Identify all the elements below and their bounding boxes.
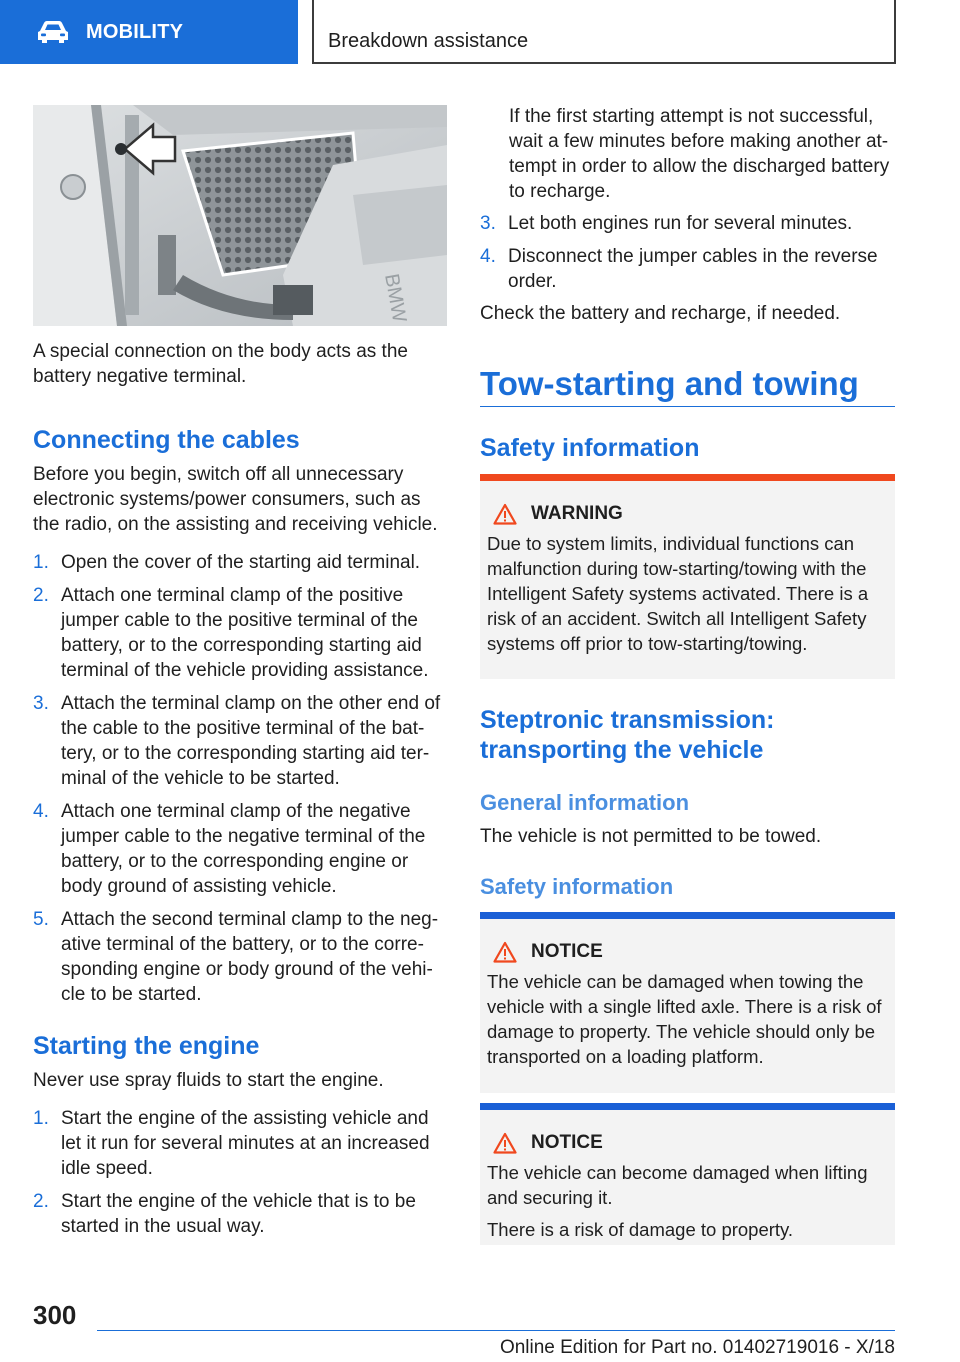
continued-steps xyxy=(480,211,895,302)
step-number: 4. xyxy=(33,801,49,822)
heading-connecting-cables: Connecting the cables xyxy=(33,426,300,454)
page-number: 300 xyxy=(33,1300,77,1330)
step-number: 3. xyxy=(480,213,496,234)
step-number: 1. xyxy=(33,552,49,573)
step-number: 2. xyxy=(33,585,49,606)
list-item xyxy=(480,244,895,294)
check-battery-text: Check the battery and recharge, if needed. xyxy=(480,303,841,324)
step-text: Attach one terminal clamp of the negative jumper cable to the negative terminal of the battery, or to the corresponding engine or body ground of assisting vehicle. xyxy=(61,801,426,897)
engine-bay-illustration xyxy=(33,105,447,326)
notice-text: There is a risk of damage to property. xyxy=(487,1219,794,1240)
continuation-text: If the first starting attempt is not successful, wait a few minutes before making another at‐tempt in order to allow the discharged battery to recharge. xyxy=(509,106,890,202)
general-text: The vehicle is not permitted to be towed. xyxy=(480,826,822,847)
engine-bay-photo xyxy=(33,105,447,326)
notice-label: NOTICE xyxy=(531,941,603,962)
connecting-steps xyxy=(33,550,447,1015)
starting-intro: Never use spray fluids to start the engine. xyxy=(33,1070,384,1091)
notice-triangle-icon xyxy=(493,941,517,963)
warning-title xyxy=(487,503,888,525)
heading-starting-engine: Starting the engine xyxy=(33,1032,260,1060)
warning-label: WARNING xyxy=(531,503,623,524)
heading-steptronic: Steptronic transmission: transporting the vehicle xyxy=(480,706,775,764)
chapter-label: Breakdown assistance xyxy=(328,30,529,52)
step-number: 3. xyxy=(33,693,49,714)
section-tab[interactable] xyxy=(0,0,298,64)
list-item xyxy=(33,1106,447,1181)
notice-triangle-icon xyxy=(493,1132,517,1154)
step-text: Attach one terminal clamp of the positive jumper cable to the positive terminal of the battery, or to the corresponding starting aid terminal of the vehicle providing assistance. xyxy=(61,585,429,681)
warning-triangle-icon xyxy=(493,503,517,525)
notice-text: The vehicle can be damaged when towing the vehicle with a single lifted axle. There is a risk of damage to property. The vehicle should only be transported on a loading platform. xyxy=(487,971,882,1067)
warning-text: Due to system limits, individual functions can malfunction during tow-starting/towing with the Intelligent Safety systems activated. There is a risk of an accident. Switch all Intelligent Safety systems off prior to tow-starting/towing. xyxy=(487,533,869,654)
step-text: Let both engines run for several minutes. xyxy=(508,213,853,234)
heading-general-information: General information xyxy=(480,790,690,815)
edition-info: Online Edition for Part no. 01402719016 - X/18 xyxy=(499,1337,895,1358)
notice-text: The vehicle can become damaged when lifting and securing it. xyxy=(487,1162,868,1208)
car-icon xyxy=(36,19,70,45)
step-text: Open the cover of the starting aid terminal. xyxy=(61,552,421,573)
starting-steps xyxy=(33,1106,447,1247)
warning-box xyxy=(480,474,895,679)
heading-safety-information-sub: Safety information xyxy=(480,874,674,899)
section-label: MOBILITY xyxy=(86,20,184,43)
footer-divider xyxy=(97,1330,895,1331)
step-text: Start the engine of the assisting vehicle and let it run for several minutes at an increased idle speed. xyxy=(61,1108,430,1179)
step-number: 1. xyxy=(33,1108,49,1129)
list-item xyxy=(33,1189,447,1239)
connecting-intro: Before you begin, switch off all unnecessary electronic systems/power consumers, such as the radio, on the assisting and receiving vehicle. xyxy=(33,464,438,535)
notice-box xyxy=(480,912,895,1093)
step-text: Attach the second terminal clamp to the neg‐ative terminal of the battery, or to the corre‐sponding engine or body ground of the vehi‐cle to be started. xyxy=(61,909,439,1005)
step-text: Attach the terminal clamp on the other end of the cable to the positive terminal of the bat‐tery, or to the corresponding starting aid ter‐minal of the vehicle to be started. xyxy=(61,693,441,789)
step-text: Disconnect the jumper cables in the reverse order. xyxy=(508,246,878,292)
notice-title xyxy=(487,941,888,963)
chapter-title xyxy=(312,0,896,64)
photo-caption: A special connection on the body acts as the battery negative terminal. xyxy=(33,341,408,387)
notice-title xyxy=(487,1132,888,1154)
notice-label: NOTICE xyxy=(531,1132,603,1153)
heading-tow-starting: Tow-starting and towing xyxy=(480,364,895,407)
svg-text:BMW: BMW xyxy=(380,272,411,325)
notice-box xyxy=(480,1103,895,1245)
list-item xyxy=(33,550,447,575)
step-number: 4. xyxy=(480,246,496,267)
step-number: 2. xyxy=(33,1191,49,1212)
step-text: Start the engine of the vehicle that is to be started in the usual way. xyxy=(61,1191,416,1237)
list-item xyxy=(33,907,447,1007)
step-number: 5. xyxy=(33,909,49,930)
heading-safety-information: Safety information xyxy=(480,434,700,462)
list-item xyxy=(33,691,447,791)
list-item xyxy=(480,211,895,236)
list-item xyxy=(33,799,447,899)
list-item xyxy=(33,583,447,683)
